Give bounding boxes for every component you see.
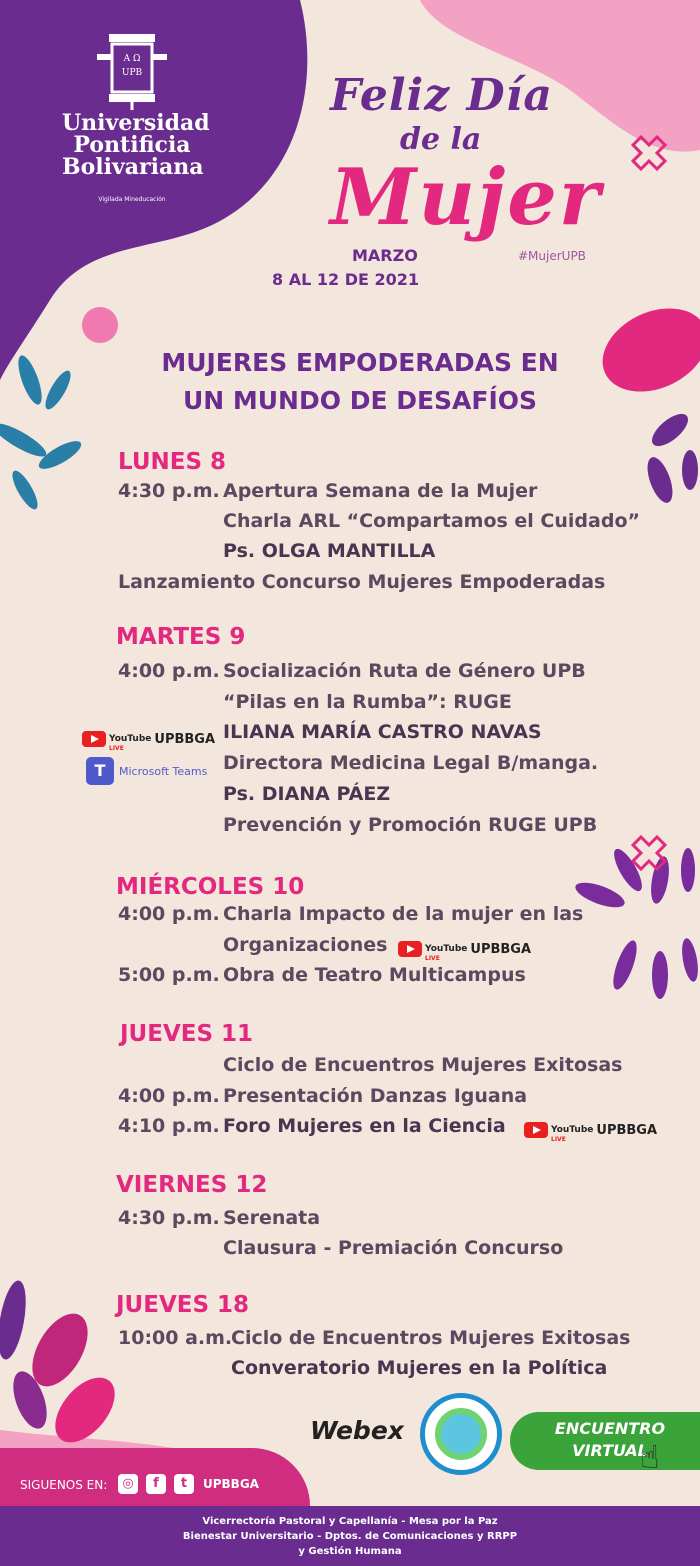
microsoft-teams-badge[interactable] xyxy=(86,757,207,785)
day-heading-jueves18: JUEVES 18 xyxy=(116,1292,250,1318)
activity-label: Foro Mujeres en la Ciencia xyxy=(223,1115,506,1137)
activity-label: Clausura - Premiación Concurso xyxy=(223,1237,564,1259)
activity-label: Charla ARL “Compartamos el Cuidado” xyxy=(223,510,640,532)
time-label: 4:00 p.m. xyxy=(118,660,220,682)
activity-label: Ciclo de Encuentros Mujeres Exitosas xyxy=(231,1327,631,1349)
day-heading-martes: MARTES 9 xyxy=(116,624,246,650)
schedule-line xyxy=(118,903,583,925)
footer-line1: Vicerrectoría Pastoral y Capellanía - Mesa por la Paz xyxy=(202,1516,498,1527)
event-month: MARZO xyxy=(352,246,418,265)
teams-label: Microsoft Teams xyxy=(119,764,208,778)
day-heading-jueves: JUEVES 11 xyxy=(120,1021,254,1047)
youtube-live-badge[interactable] xyxy=(82,726,215,752)
footer-credits xyxy=(0,1514,700,1559)
cta-line2: VIRTUAL xyxy=(572,1441,648,1460)
time-label: 4:00 p.m. xyxy=(118,1085,220,1107)
footer-line2: Bienestar Universitario - Dptos. de Comunicaciones y RRPP xyxy=(182,1531,518,1542)
youtube-channel: UPBBGA xyxy=(470,941,532,957)
schedule-line xyxy=(118,1207,320,1229)
youtube-channel: UPBBGA xyxy=(154,731,216,747)
day-heading-miercoles: MIÉRCOLES 10 xyxy=(116,874,305,900)
time-label: 4:30 p.m. xyxy=(118,480,220,502)
leaves-bottom-left xyxy=(0,1279,126,1454)
time-label: 4:00 p.m. xyxy=(118,903,220,925)
youtube-live: LIVE xyxy=(551,1136,566,1143)
speaker-label: ILIANA MARÍA CASTRO NAVAS xyxy=(223,721,542,743)
youtube-live: LIVE xyxy=(109,745,124,752)
time-label: 5:00 p.m. xyxy=(118,964,220,986)
cta-line1: ENCUENTRO xyxy=(554,1419,666,1438)
time-label: 4:30 p.m. xyxy=(118,1207,220,1229)
title-de-la: de la xyxy=(400,122,482,157)
subtitle-line1: MUJERES EMPODERADAS EN xyxy=(161,348,559,377)
instagram-icon[interactable]: ◎ xyxy=(118,1474,138,1494)
title-feliz-dia: Feliz Día xyxy=(330,70,553,121)
activity-label: Presentación Danzas Iguana xyxy=(223,1085,528,1107)
day-heading-lunes: LUNES 8 xyxy=(118,449,227,475)
university-logo xyxy=(62,110,210,180)
speaker-label: Ps. DIANA PÁEZ xyxy=(223,783,391,805)
activity-label: Socialización Ruta de Género UPB xyxy=(223,660,586,682)
activity-label: Directora Medicina Legal B/manga. xyxy=(223,752,599,774)
logo-line2: Pontificia xyxy=(73,132,191,158)
logo-line3: Bolivariana xyxy=(62,154,204,180)
activity-label: “Pilas en la Rumba”: RUGE xyxy=(223,691,512,713)
activity-label: Organizaciones xyxy=(223,934,388,956)
webex-logo-icon xyxy=(420,1393,502,1475)
activity-label: Serenata xyxy=(223,1207,321,1229)
activity-label: Obra de Teatro Multicampus xyxy=(223,964,526,986)
schedule-line xyxy=(118,1085,527,1107)
speaker-label: Ps. OLGA MANTILLA xyxy=(223,540,436,562)
crest-upb: UPB xyxy=(121,68,143,78)
twitter-icon[interactable]: t xyxy=(174,1474,194,1494)
youtube-live: LIVE xyxy=(425,955,440,962)
time-label: 4:10 p.m. xyxy=(118,1115,220,1137)
leaves-right-mid xyxy=(572,845,700,999)
event-dates: 8 AL 12 DE 2021 xyxy=(272,270,419,289)
schedule-line xyxy=(118,480,537,502)
pink-cross-shape xyxy=(633,837,665,869)
youtube-channel: UPBBGA xyxy=(596,1122,658,1138)
vigilada-text: Vigilada Mineducación xyxy=(98,196,166,203)
activity-label: Converatorio Mujeres en la Política xyxy=(231,1357,608,1379)
youtube-live-badge[interactable] xyxy=(524,1117,657,1143)
pointer-hand-icon: ☝ xyxy=(640,1438,660,1476)
youtube-play-icon xyxy=(398,941,422,957)
pink-flower-bud xyxy=(82,307,118,343)
leaves-left xyxy=(0,353,85,513)
youtube-play-icon xyxy=(524,1122,548,1138)
title-mujer: Mujer xyxy=(330,152,602,243)
schedule-line xyxy=(118,1327,630,1349)
schedule-line xyxy=(118,660,586,682)
social-label: SIGUENOS EN: xyxy=(20,1478,108,1492)
youtube-live-badge[interactable] xyxy=(398,936,531,962)
teams-icon: T xyxy=(86,757,114,785)
encuentro-virtual-label[interactable] xyxy=(535,1418,685,1462)
social-handle[interactable]: UPBBGA xyxy=(203,1477,259,1491)
day-heading-viernes: VIERNES 12 xyxy=(116,1172,268,1198)
activity-label: Charla Impacto de la mujer en las xyxy=(223,903,584,925)
facebook-icon[interactable]: f xyxy=(146,1474,166,1494)
activity-label: Prevención y Promoción RUGE UPB xyxy=(223,814,598,836)
youtube-play-icon xyxy=(82,731,106,747)
youtube-brand: YouTube xyxy=(425,944,468,954)
event-subtitle xyxy=(100,344,620,420)
youtube-brand: YouTube xyxy=(109,734,152,744)
hashtag: #MujerUPB xyxy=(518,249,586,263)
activity-label: Lanzamiento Concurso Mujeres Empoderadas xyxy=(118,571,606,593)
schedule-line xyxy=(118,964,526,986)
subtitle-line2: UN MUNDO DE DESAFÍOS xyxy=(182,386,538,415)
time-label: 10:00 a.m. xyxy=(118,1327,233,1349)
schedule-line xyxy=(118,1115,506,1137)
footer-line3: y Gestión Humana xyxy=(298,1546,402,1557)
logo-line1: Universidad xyxy=(62,110,210,136)
webex-label: Webex xyxy=(310,1416,404,1445)
activity-label: Apertura Semana de la Mujer xyxy=(223,480,538,502)
crest-alpha-omega: Α Ω xyxy=(123,54,141,64)
activity-label: Ciclo de Encuentros Mujeres Exitosas xyxy=(223,1054,623,1076)
youtube-brand: YouTube xyxy=(551,1125,594,1135)
